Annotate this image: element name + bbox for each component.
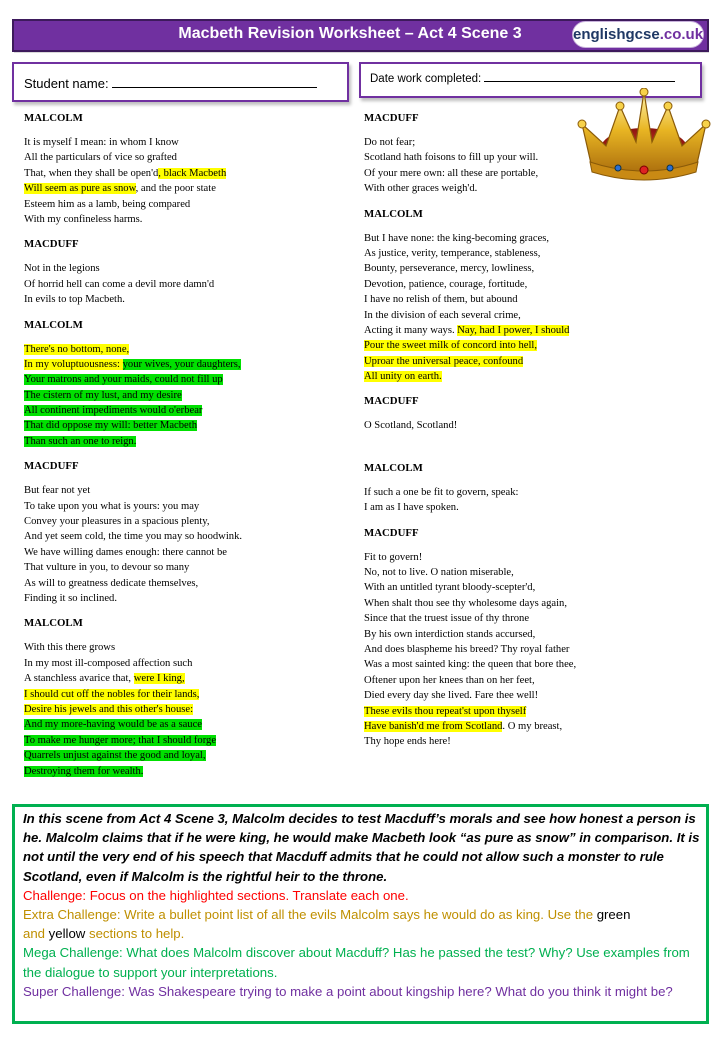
verse-text: Of your mere own: all these are portable, xyxy=(364,167,539,179)
verse-line xyxy=(364,485,664,500)
highlight-yellow: Uproar the universal peace, confound xyxy=(364,355,524,367)
verse-text: A stanchless avarice that, xyxy=(24,673,134,685)
highlight-yellow: Desire his jewels and this other's house: xyxy=(24,703,194,715)
highlight-green: All continent impediments would o'erbear xyxy=(24,405,203,417)
verse-line xyxy=(24,181,344,196)
student-name-line[interactable] xyxy=(112,87,317,88)
speaker-name: MALCOLM xyxy=(24,112,83,124)
verse-line xyxy=(24,403,344,418)
verse-line xyxy=(24,150,344,165)
verse-line xyxy=(364,596,664,611)
verse-text: To take upon you what is yours: you may xyxy=(24,500,200,512)
verse-text: Was a most sainted king: the queen that bore thee, xyxy=(364,659,577,671)
verse-line xyxy=(24,499,344,514)
speaker-name: MALCOLM xyxy=(364,461,423,474)
highlight-green: Quarrels unjust against the good and loyal, xyxy=(24,750,206,762)
brand-ext: .co.uk xyxy=(659,26,704,43)
verse-text: In my most ill-composed affection such xyxy=(24,657,193,669)
verse-line xyxy=(24,261,344,276)
highlight-green: That did oppose my will: better Macbeth xyxy=(24,420,197,432)
verse-line xyxy=(24,591,344,606)
verse-line xyxy=(24,372,344,387)
highlight-green: your wives, your daughters, xyxy=(122,358,241,370)
verse-line xyxy=(24,702,344,717)
verse-line xyxy=(364,611,664,626)
verse-text: As justice, verity, temperance, stableness, xyxy=(364,247,541,259)
highlight-yellow: Have banish'd me from Scotland xyxy=(364,720,503,732)
verse-text: I am as I have spoken. xyxy=(364,502,459,514)
verse-line xyxy=(24,733,344,748)
verse-line xyxy=(364,231,664,246)
verse-text: Oftener upon her knees than on her feet, xyxy=(364,674,535,686)
verse-line xyxy=(364,627,664,642)
verse-line xyxy=(364,323,664,338)
verse-text: Fit to govern! xyxy=(364,551,423,563)
highlight-yellow: In my voluptuousness: xyxy=(24,358,123,370)
verse-text: But fear not yet xyxy=(24,485,91,497)
student-name-label: Student name: xyxy=(24,76,317,91)
highlight-yellow: Pour the sweet milk of concord into hell, xyxy=(364,340,537,352)
highlight-yellow: were I king, xyxy=(133,673,185,685)
highlight-green: Destroying them for wealth. xyxy=(24,765,144,777)
verse-line xyxy=(24,434,344,449)
verse-line xyxy=(364,150,664,165)
challenge-text: Challenge: Focus on the highlighted sections. Translate each one. xyxy=(23,887,409,903)
speaker-name: MACDUFF xyxy=(364,526,419,539)
verse-line xyxy=(364,500,664,515)
block-gap xyxy=(24,449,344,458)
verse-text: With this there grows xyxy=(24,642,116,654)
verse-line xyxy=(24,576,344,591)
verse-line xyxy=(364,292,664,307)
speaker-name: MALCOLM xyxy=(24,617,83,630)
super-challenge-text: Super Challenge: Was Shakespeare trying to make a point about kingship here? What do you think it might be? xyxy=(23,983,673,999)
verse-line xyxy=(364,369,664,384)
verse-line xyxy=(24,687,344,702)
highlight-yellow: These evils thou repeat'st upon thyself xyxy=(364,705,527,717)
verse-text: Bounty, perseverance, mercy, lowliness, xyxy=(364,263,535,275)
block-gap xyxy=(364,516,664,525)
verse-line xyxy=(24,529,344,544)
verse-text: O Scotland, Scotland! xyxy=(364,420,458,432)
highlight-green: And my more-having would be as a sauce xyxy=(24,719,202,731)
verse-line xyxy=(24,197,344,212)
block-gap xyxy=(24,308,344,317)
highlight-yellow: All unity on earth. xyxy=(364,371,442,383)
verse-line xyxy=(24,388,344,403)
verse-line xyxy=(364,308,664,323)
brand-main: englishgcse xyxy=(573,26,660,43)
verse-line xyxy=(24,764,344,779)
verse-text: Do not fear; xyxy=(364,137,416,148)
verse-text: It is myself I mean: in whom I know xyxy=(24,137,179,148)
date-completed-line[interactable] xyxy=(484,81,675,82)
verse-line xyxy=(24,545,344,560)
verse-text: Devotion, patience, courage, fortitude, xyxy=(364,278,528,290)
verse-line xyxy=(364,246,664,261)
verse-text: I have no relish of them, but abound xyxy=(364,294,518,306)
verse-line xyxy=(24,640,344,655)
verse-text: Thy hope ends here! xyxy=(364,736,451,748)
scene-intro xyxy=(23,809,703,886)
verse-line xyxy=(24,717,344,732)
speaker-name: MACDUFF xyxy=(24,238,79,251)
verse-line xyxy=(364,580,664,595)
intro-line-2: Malcolm claims that if he were king, he would make Macbeth look “as pure as snow” in comparison. xyxy=(45,830,674,846)
intro-line-3: It is not until the very end of his speech that Macduff admits that he could not allow such a monster to rule Scotland, even if Malcolm is the rightful heir to the throne. xyxy=(23,830,700,884)
verse-text: But I have none: the king-becoming graces, xyxy=(364,232,550,244)
verse-text: And yet seem cold, the time you may so hoodwink. xyxy=(24,531,243,543)
speaker-name: MACDUFF xyxy=(364,395,419,408)
verse-line xyxy=(24,292,344,307)
verse-text: Scotland hath foisons to fill up your will. xyxy=(364,152,539,164)
verse-text: All the particulars of vice so grafted xyxy=(24,152,177,164)
verse-text: With other graces weigh'd. xyxy=(364,183,478,195)
verse-text: Died every day she lived. Fare thee well! xyxy=(364,690,539,702)
verse-line xyxy=(364,642,664,657)
verse-line xyxy=(24,166,344,181)
verse-text: Finding it so inclined. xyxy=(24,592,117,604)
verse-text: When shalt thou see thy wholesome days again, xyxy=(364,597,567,609)
verse-line xyxy=(24,418,344,433)
highlight-green: Your matrons and your maids, could not fill up xyxy=(24,374,223,386)
block-gap xyxy=(364,384,664,393)
verse-line xyxy=(24,748,344,763)
extra-challenge-text: Extra Challenge: Write a bullet point list of all the evils Malcolm says he would do as king. Use the green and yellow sections to help. xyxy=(23,907,631,942)
highlight-yellow: , black Macbeth xyxy=(158,167,227,179)
verse-text: Of horrid hell can come a devil more damn'd xyxy=(24,278,215,290)
verse-line xyxy=(24,671,344,686)
highlight-green: The cistern of my lust, and my desire xyxy=(24,389,182,401)
verse-text: Acting it many ways. xyxy=(364,324,458,336)
verse-text: , and the poor state xyxy=(135,183,216,195)
verse-text: In the division of each several crime, xyxy=(364,309,521,321)
highlight-green: To make me hunger more; that I should forge xyxy=(24,734,217,746)
block-gap xyxy=(24,606,344,615)
highlight-yellow: There's no bottom, none, xyxy=(24,343,130,355)
verse-line xyxy=(24,483,344,498)
block-gap xyxy=(24,227,344,236)
speaker-name: MACDUFF xyxy=(24,460,79,473)
block-gap xyxy=(364,197,664,206)
verse-line xyxy=(364,261,664,276)
verse-line xyxy=(24,212,344,227)
verse-line xyxy=(24,277,344,292)
speaker-name: MALCOLM xyxy=(364,207,423,220)
verse-line xyxy=(364,734,664,749)
speaker-name: MALCOLM xyxy=(24,318,83,331)
verse-text: With an untitled tyrant bloody-scepter'd, xyxy=(364,582,536,594)
verse-text: That vulture in you, to devour so many xyxy=(24,562,190,574)
page-title: Macbeth Revision Worksheet – Act 4 Scene 3 xyxy=(178,25,522,42)
highlight-yellow: I should cut off the nobles for their lands, xyxy=(24,688,200,700)
verse-line xyxy=(364,354,664,369)
verse-line xyxy=(364,704,664,719)
verse-line xyxy=(24,514,344,529)
verse-line xyxy=(24,342,344,357)
verse-line xyxy=(364,166,664,181)
verse-text: As will to greatness dedicate themselves, xyxy=(24,577,199,589)
verse-line xyxy=(364,565,664,580)
verse-line xyxy=(364,135,664,150)
brand-logo[interactable] xyxy=(572,21,704,48)
left-play-column xyxy=(24,110,344,779)
verse-line xyxy=(24,135,344,150)
verse-line xyxy=(364,673,664,688)
verse-line xyxy=(364,338,664,353)
verse-line xyxy=(24,560,344,575)
verse-text: We have willing dames enough: there cannot be xyxy=(24,546,228,558)
verse-text: In evils to top Macbeth. xyxy=(24,294,125,306)
tasks-text xyxy=(23,809,703,1001)
verse-text: By his own interdiction stands accursed, xyxy=(364,628,536,640)
verse-text: Convey your pleasures in a spacious plenty, xyxy=(24,516,210,528)
highlight-yellow: Nay, had I power, I should xyxy=(457,324,570,336)
speaker-name: MACDUFF xyxy=(364,112,419,124)
verse-text: And does blaspheme his breed? Thy royal father xyxy=(364,643,570,655)
verse-line xyxy=(24,656,344,671)
verse-text: That, when they shall be open'd xyxy=(24,167,159,179)
mega-challenge-text: Mega Challenge: What does Malcolm discover about Macduff? Has he passed the test? Why? Use examples from the dialogue to support your interpretations. xyxy=(23,945,690,980)
verse-text: Since that the truest issue of thy throne xyxy=(364,613,530,625)
intro-line-1: In this scene from Act 4 Scene 3, Malcolm decides to test Macduff’s morals and see how honest a person is he. xyxy=(23,811,696,846)
highlight-yellow: Will seem as pure as snow xyxy=(24,183,136,195)
verse-text: Esteem him as a lamb, being compared xyxy=(24,198,191,210)
date-completed-label: Date work completed: xyxy=(370,73,675,85)
right-play-column xyxy=(364,110,664,750)
verse-line xyxy=(364,550,664,565)
verse-line xyxy=(364,688,664,703)
verse-line xyxy=(364,418,664,433)
verse-line xyxy=(364,719,664,734)
verse-text: Not in the legions xyxy=(24,263,100,275)
verse-text: No, not to live. O nation miserable, xyxy=(364,567,514,579)
verse-line xyxy=(24,357,344,372)
block-gap xyxy=(364,434,664,460)
verse-text: . O my breast, xyxy=(502,720,563,732)
verse-text: If such a one be fit to govern, speak: xyxy=(364,486,519,498)
verse-line xyxy=(364,277,664,292)
highlight-green: Than such an one to reign. xyxy=(24,435,137,447)
verse-text: With my confineless harms. xyxy=(24,213,143,225)
verse-line xyxy=(364,657,664,672)
verse-line xyxy=(364,181,664,196)
